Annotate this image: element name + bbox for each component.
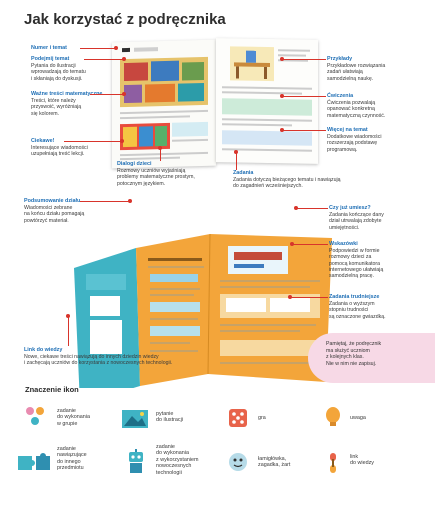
callout-numer: Numer i temat	[31, 45, 67, 51]
callout-link: Link do wiedzy Nowe, ciekawe treści nawiązują do innych dziedzin wiedzy i zachęcają uczniów do korzystania z nowoczesnych technologii.	[24, 347, 173, 367]
callout-dialog: Dialogi dzieci Rozmowy uczniów wyjaśniają problemy matematyczne prostym, potocznym językiem.	[117, 161, 195, 187]
illustration-image	[120, 57, 208, 107]
game-dice-icon	[226, 406, 250, 430]
attention-icon	[322, 405, 344, 429]
brain-teaser-icon	[226, 450, 250, 474]
callout-ciekawe: Ciekawe! Interesujące wiadomości uzupełniają treść lekcji.	[31, 138, 88, 158]
legend-item-link: link do wiedzy	[350, 454, 374, 467]
illustration-question-icon	[120, 408, 150, 430]
legend-item-attention: uwaga	[350, 415, 366, 421]
desk-illustration	[230, 46, 274, 81]
textbook-spread-top	[112, 37, 318, 169]
callout-czytu: Czy już umiesz? Zadania kończące dany dział utrwalają zdobyte umiejętności.	[329, 205, 384, 231]
group-task-icon	[22, 405, 48, 429]
page-title: Jak korzystać z podręcznika	[24, 11, 226, 28]
right-page	[216, 38, 318, 164]
callout-trudniejsze: Zadania trudniejsze Zadania o wyższym stopniu trudności są oznaczone gwiazdką.	[329, 294, 386, 320]
callout-wazne: Ważne treści matematyczne Treści, które należy przyswoić, wyróżniają się kolorem.	[31, 91, 103, 117]
callout-podsumowanie: Podsumowanie działu Wiadomości zebrane na końcu działu pomagają powtórzyć materiał.	[24, 198, 85, 224]
reminder-note: Pamiętaj, że podręcznik ma służyć uczniom z kolejnych klas. Nie w nim nie zapisuj.	[308, 333, 435, 383]
callout-podejmij: Podejmij temat Pytania do ilustracji wprowadzają do tematu i skłaniają do dyskusji.	[31, 56, 86, 82]
callout-zadania: Zadania Zadania dotyczą bieżącego tematu i nawiązują do zagadnień wcześniejszych.	[233, 170, 341, 190]
knowledge-link-icon	[324, 450, 342, 476]
legend-title: Znaczenie ikon	[25, 385, 79, 394]
colorful-pattern-image	[120, 123, 170, 150]
callout-wiecej: Więcej na temat Dodatkowe wiadomości rozszerzają podstawę programową.	[327, 127, 382, 153]
legend-item-group: zadanie do wykonania w grupie	[57, 408, 90, 427]
callout-cwiczenia: Ćwiczenia Ćwiczenia pozwalają opanować konkretną matematyczną czynność.	[327, 93, 386, 119]
left-page	[112, 40, 216, 169]
legend-item-illustration: pytanie do ilustracji	[156, 411, 183, 424]
legend-item-puzzle: zadanie nawiązujące do innego przedmiotu	[57, 446, 87, 472]
puzzle-icon	[16, 452, 52, 474]
robot-technology-icon	[124, 448, 148, 476]
legend-item-technology: zadanie do wykonania z wykorzystaniem nowoczesnych technologii	[156, 444, 199, 476]
callout-przyklady: Przykłady Przykładowe rozwiązania zadań ułatwiają samodzielną naukę.	[327, 56, 386, 82]
legend-item-game: gra	[258, 415, 266, 421]
callout-wskazowki: Wskazówki Podpowiedzi w formie rozmowy dzieci za pomocą komunikatora internetowego ułatwiają samodzielną pracę.	[329, 241, 384, 280]
legend-item-brainteaser: łamigłówka, zagadka, żart	[258, 456, 291, 469]
